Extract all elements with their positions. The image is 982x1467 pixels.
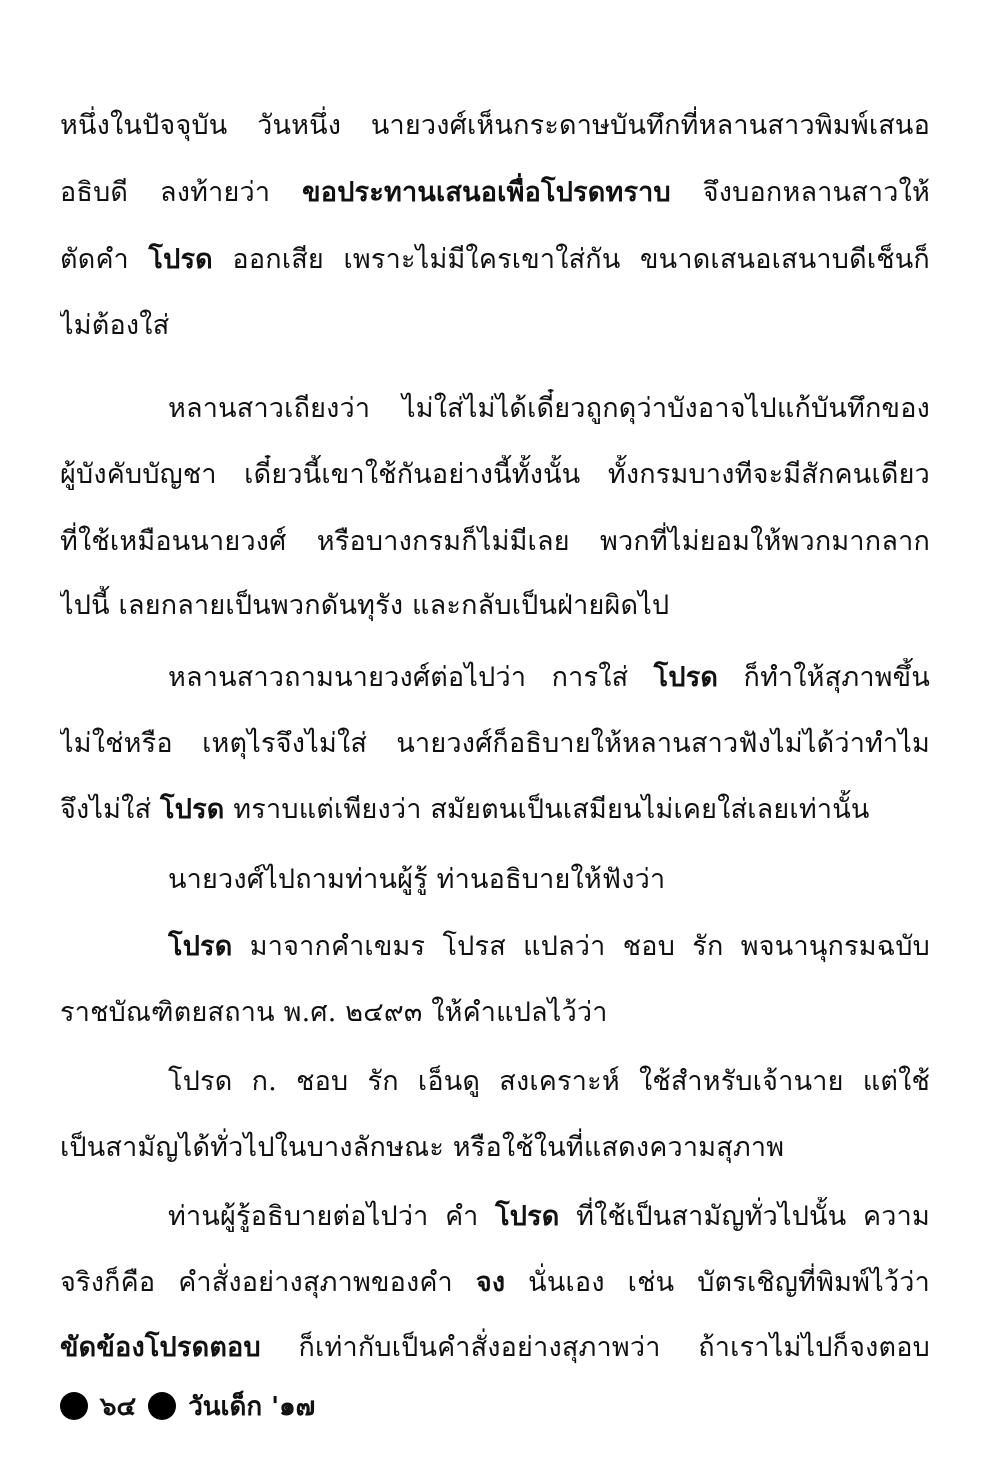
text-span: นายวงศ์ไปถามท่านผู้รู้ ท่านอธิบายให้ฟังว่า — [168, 864, 666, 895]
text-span: ราชบัณฑิตยสถาน พ.ศ. ๒๔๙๓ ให้คำแปลไว้ว่า — [60, 997, 608, 1028]
text-span: ออกเสีย เพราะไม่มีใครเขาใส่กัน ขนาดเสนอเสนาบดีเช็นก็ — [212, 244, 930, 275]
text-span: อธิบดี ลงท้ายว่า — [60, 177, 303, 208]
text-span: เป็นสามัญได้ทั่วไปในบางลักษณะ หรือใช้ในที่แสดงความสุภาพ — [60, 1132, 785, 1163]
text-line — [60, 106, 930, 146]
text-line — [60, 522, 930, 562]
bullet-dot-icon — [60, 1392, 88, 1420]
bold-term: โปรด — [495, 1201, 560, 1232]
text-span: โปรด ก. ชอบ รัก เอ็นดู สงเคราะห์ ใช้สำหรับเจ้านาย แต่ใช้ — [168, 1066, 930, 1097]
page-number: ๖๔ — [100, 1391, 137, 1422]
text-span: หลานสาวถามนายวงศ์ต่อไปว่า การใส่ — [168, 662, 654, 693]
text-span: ทราบแต่เพียงว่า สมัยตนเป็นเสมียนไม่เคยใส่เลยเท่านั้น — [224, 794, 870, 825]
text-line — [168, 658, 930, 698]
publication-title: วันเด็ก '๑๗ — [188, 1391, 316, 1422]
text-line — [60, 724, 930, 764]
text-span: ตัดคำ — [60, 244, 149, 275]
text-line — [60, 306, 930, 346]
text-span: ท่านผู้รู้อธิบายต่อไปว่า คำ — [168, 1201, 496, 1232]
text-line — [60, 993, 930, 1033]
text-line — [60, 173, 930, 213]
text-span: จึงบอกหลานสาวให้ — [670, 177, 930, 208]
bold-term: โปรด — [653, 662, 719, 693]
text-span: นั่นเอง เช่น บัตรเชิญที่พิมพ์ไว้ว่า — [505, 1267, 930, 1298]
text-line — [60, 1128, 930, 1168]
text-span: หลานสาวเถียงว่า ไม่ใส่ไม่ได้เดี๋ยวถูกดุว่าบังอาจไปแก้บันทึกของ — [168, 393, 930, 424]
text-span: ที่ใช้เหมือนนายวงศ์ หรือบางกรมก็ไม่มีเลย พวกที่ไม่ยอมให้พวกมากลาก — [60, 526, 930, 557]
text-line — [60, 790, 930, 830]
text-span: มาจากคำเขมร โปรส แปลว่า ชอบ รัก พจนานุกรมฉบับ — [232, 931, 930, 962]
text-line — [168, 1062, 930, 1102]
text-span: จึงไม่ใส่ — [60, 794, 161, 825]
text-line — [60, 586, 930, 626]
text-span: ที่ใช้เป็นสามัญทั่วไปนั้น ความ — [559, 1201, 930, 1232]
text-span: ไม่ใช่หรือ เหตุไรจึงไม่ใส่ นายวงศ์ก็อธิบายให้หลานสาวฟังไม่ได้ว่าทำไม — [60, 728, 930, 759]
text-span: ก็เท่ากับเป็นคำสั่งอย่างสุภาพว่า ถ้าเราไม่ไปก็จงตอบ — [260, 1332, 930, 1363]
text-span: ผู้บังคับบัญชา เดี๋ยวนี้เขาใช้กันอย่างนี้ทั้งนั้น ทั้งกรมบางทีจะมีสักคนเดียว — [60, 459, 930, 490]
bold-term: ขัดข้องโปรดตอบ — [60, 1332, 261, 1363]
bullet-dot-icon — [148, 1392, 176, 1420]
text-span: หนึ่งในปัจจุบัน วันหนึ่ง นายวงศ์เห็นกระดาษบันทึกที่หลานสาวพิมพ์เสนอ — [60, 110, 930, 141]
text-line — [168, 389, 930, 429]
text-line — [168, 860, 930, 900]
text-span: จริงก็คือ คำสั่งอย่างสุภาพของคำ — [60, 1267, 476, 1298]
text-line — [60, 240, 930, 280]
text-line — [60, 455, 930, 495]
text-span: ไปนี้ เลยกลายเป็นพวกดันทุรัง และกลับเป็นฝ่ายผิดไป — [60, 590, 670, 621]
text-line — [168, 1197, 930, 1237]
text-span: ก็ทำให้สุภาพขึ้น — [718, 662, 930, 693]
bold-term: โปรด — [148, 244, 213, 275]
text-line — [60, 1328, 930, 1368]
text-line — [60, 1263, 930, 1303]
text-span: ไม่ต้องใส่ — [60, 310, 170, 341]
bold-term: จง — [475, 1267, 506, 1298]
text-line — [168, 927, 930, 967]
bold-term: โปรด — [168, 931, 233, 962]
page-footer — [60, 1386, 315, 1426]
bold-term: ขอประทานเสนอเพื่อโปรดทราบ — [302, 177, 671, 208]
bold-term: โปรด — [160, 794, 225, 825]
